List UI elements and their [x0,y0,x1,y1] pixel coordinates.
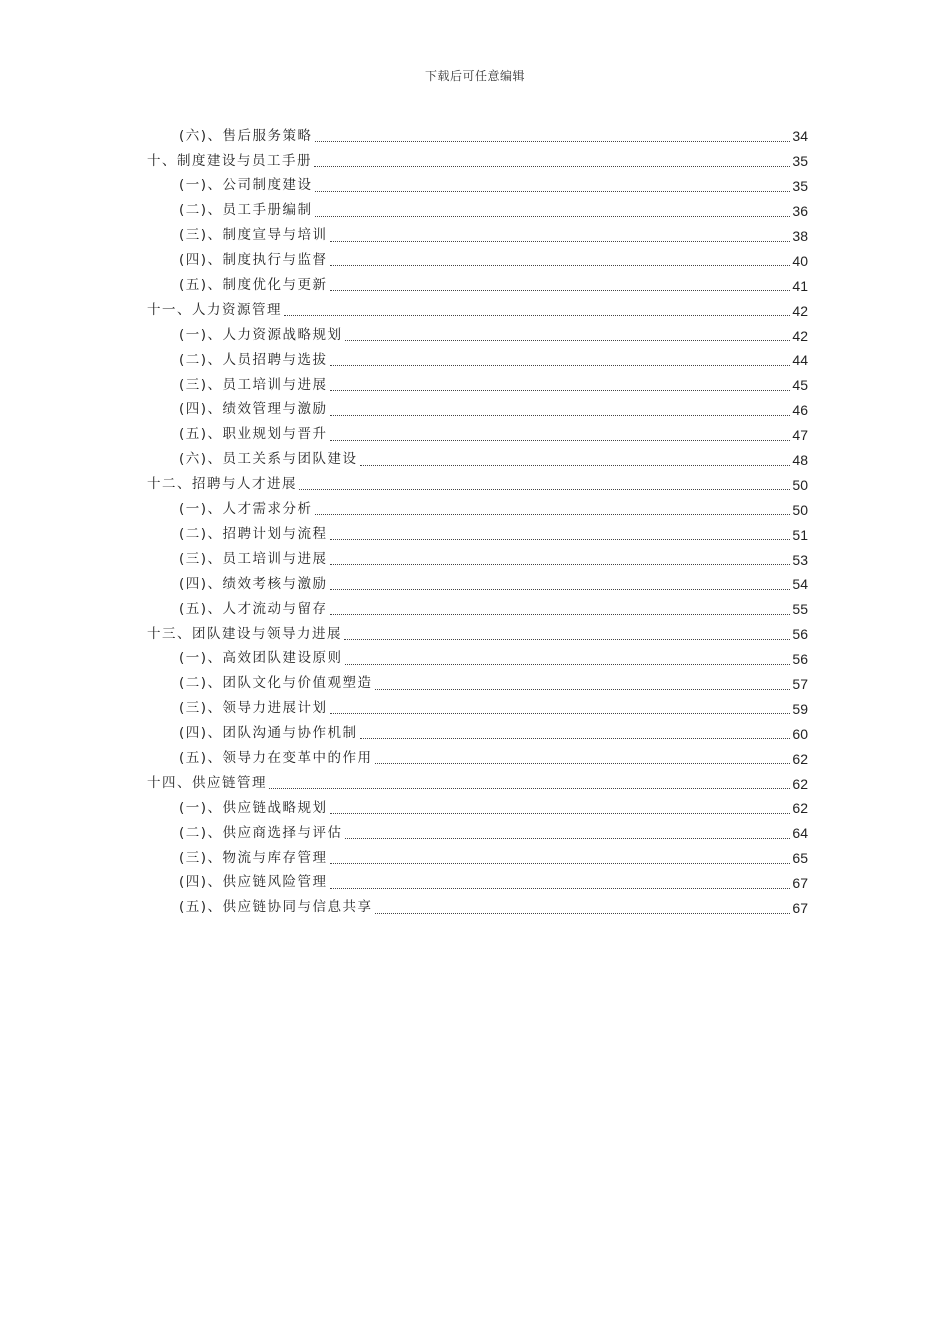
toc-entry-page-number: 60 [792,725,808,742]
toc-section-entry[interactable] [147,846,808,871]
toc-entry-page-number: 40 [792,252,808,269]
toc-entry-title: 十二、招聘与人才进展 [147,476,297,493]
toc-entry-title: (六)、售后服务策略 [179,127,313,144]
toc-section-entry[interactable] [147,672,808,697]
toc-section-entry[interactable] [147,323,808,348]
toc-section-entry[interactable] [147,647,808,672]
toc-section-entry[interactable] [147,821,808,846]
toc-entry-title: (一)、人力资源战略规划 [179,326,343,343]
toc-dot-leader [330,863,791,864]
toc-section-entry[interactable] [147,273,808,298]
toc-entry-page-number: 62 [792,750,808,767]
toc-dot-leader [344,639,790,640]
toc-section-entry[interactable] [147,871,808,896]
toc-entry-title: (四)、团队沟通与协作机制 [179,725,358,742]
toc-section-entry[interactable] [147,224,808,249]
toc-entry-title: 十四、供应链管理 [147,774,267,791]
toc-entry-title: (五)、人才流动与留存 [179,600,328,617]
toc-entry-title: 十三、团队建设与领导力进展 [147,625,342,642]
toc-entry-page-number: 59 [792,700,808,717]
toc-entry-title: (二)、团队文化与价值观塑造 [179,675,373,692]
toc-dot-leader [284,315,790,316]
toc-entry-title: (一)、公司制度建设 [179,177,313,194]
toc-entry-title: (四)、绩效管理与激励 [179,401,328,418]
toc-section-entry[interactable] [147,398,808,423]
toc-dot-leader [330,539,791,540]
toc-entry-title: 十、制度建设与员工手册 [147,152,312,169]
toc-entry-page-number: 36 [792,203,808,220]
toc-section-entry[interactable] [147,174,808,199]
toc-entry-page-number: 46 [792,402,808,419]
toc-entry-title: 十一、人力资源管理 [147,301,282,318]
toc-entry-page-number: 47 [792,427,808,444]
toc-entry-title: (三)、制度宣导与培训 [179,227,328,244]
toc-entry-page-number: 62 [792,800,808,817]
toc-entry-page-number: 35 [792,153,808,170]
toc-dot-leader [315,141,791,142]
toc-entry-title: (四)、制度执行与监督 [179,252,328,269]
toc-entry-title: (四)、绩效考核与激励 [179,575,328,592]
toc-entry-page-number: 48 [792,452,808,469]
toc-section-entry[interactable] [147,348,808,373]
toc-entry-title: (一)、人才需求分析 [179,501,313,518]
toc-entry-page-number: 65 [792,850,808,867]
toc-section-entry[interactable] [147,796,808,821]
toc-entry-page-number: 55 [792,601,808,618]
toc-entry-page-number: 62 [792,775,808,792]
toc-dot-leader [330,290,791,291]
toc-entry-page-number: 51 [792,526,808,543]
toc-entry-page-number: 56 [792,626,808,643]
toc-entry-title: (二)、招聘计划与流程 [179,525,328,542]
toc-dot-leader [330,713,791,714]
toc-chapter-entry[interactable] [147,298,808,323]
toc-dot-leader [299,489,790,490]
toc-dot-leader [345,838,791,839]
toc-section-entry[interactable] [147,522,808,547]
toc-chapter-entry[interactable] [147,771,808,796]
toc-entry-page-number: 38 [792,228,808,244]
toc-section-entry[interactable] [147,572,808,597]
toc-section-entry[interactable] [147,248,808,273]
toc-entry-page-number: 42 [792,327,808,344]
toc-dot-leader [330,390,791,391]
toc-entry-page-number: 45 [792,377,808,394]
toc-section-entry[interactable] [147,896,808,921]
toc-entry-title: (三)、物流与库存管理 [179,849,328,866]
toc-section-entry[interactable] [147,721,808,746]
toc-dot-leader [375,763,791,764]
toc-dot-leader [315,191,791,192]
toc-dot-leader [330,888,791,889]
toc-dot-leader [269,788,790,789]
toc-entry-page-number: 44 [792,352,808,369]
toc-entry-title: (五)、职业规划与晋升 [179,426,328,443]
toc-entry-title: (三)、领导力进展计划 [179,700,328,717]
toc-dot-leader [315,514,791,515]
toc-dot-leader [330,614,791,615]
toc-chapter-entry[interactable] [147,472,808,497]
toc-entry-page-number: 57 [792,676,808,693]
toc-entry-title: (二)、员工手册编制 [179,202,313,219]
page-header: 下载后可任意编辑 [424,69,525,83]
toc-dot-leader [375,913,791,914]
toc-section-entry[interactable] [147,547,808,572]
toc-dot-leader [330,813,791,814]
toc-entry-page-number: 41 [792,277,808,294]
toc-entry-title: (二)、人员招聘与选拔 [179,351,328,368]
toc-section-entry[interactable] [147,497,808,522]
toc-entry-title: (一)、高效团队建设原则 [179,650,343,667]
toc-dot-leader [315,216,791,217]
toc-dot-leader [360,465,791,466]
toc-entry-title: (五)、供应链协同与信息共享 [179,899,373,916]
toc-entry-page-number: 50 [792,476,808,493]
toc-dot-leader [330,589,791,590]
toc-entry-page-number: 35 [792,178,808,195]
toc-entry-title: (四)、供应链风险管理 [179,874,328,891]
toc-dot-leader [330,365,791,366]
table-of-contents [147,124,808,921]
toc-entry-page-number: 67 [792,875,808,892]
toc-dot-leader [330,564,791,565]
toc-dot-leader [345,664,791,665]
toc-entry-title: (三)、员工培训与进展 [179,376,328,393]
toc-section-entry[interactable] [147,199,808,224]
toc-chapter-entry[interactable] [147,149,808,174]
toc-section-entry[interactable] [147,696,808,721]
toc-entry-title: (二)、供应商选择与评估 [179,824,343,841]
toc-entry-page-number: 67 [792,900,808,917]
toc-entry-title: (五)、领导力在变革中的作用 [179,749,373,766]
toc-dot-leader [375,689,791,690]
toc-entry-title: (五)、制度优化与更新 [179,277,328,294]
toc-chapter-entry[interactable] [147,622,808,647]
toc-dot-leader [330,440,791,441]
toc-entry-page-number: 42 [792,302,808,319]
toc-dot-leader [345,340,791,341]
toc-entry-page-number: 56 [792,651,808,668]
toc-entry-title: (六)、员工关系与团队建设 [179,451,358,468]
toc-entry-page-number: 50 [792,501,808,518]
toc-section-entry[interactable] [147,373,808,398]
toc-entry-page-number: 54 [792,576,808,593]
toc-entry-title: (一)、供应链战略规划 [179,799,328,816]
toc-dot-leader [314,166,790,167]
toc-dot-leader [360,738,791,739]
toc-section-entry[interactable] [147,423,808,448]
toc-entry-page-number: 64 [792,825,808,842]
toc-dot-leader [330,241,791,242]
toc-dot-leader [330,265,791,266]
toc-section-entry[interactable] [147,746,808,771]
toc-section-entry[interactable] [147,597,808,622]
toc-entry-page-number: 53 [792,551,808,568]
toc-entry-title: (三)、员工培训与进展 [179,550,328,567]
toc-section-entry[interactable] [147,448,808,473]
toc-entry-page-number: 34 [792,128,808,145]
toc-section-entry[interactable] [147,124,808,149]
toc-dot-leader [330,415,791,416]
